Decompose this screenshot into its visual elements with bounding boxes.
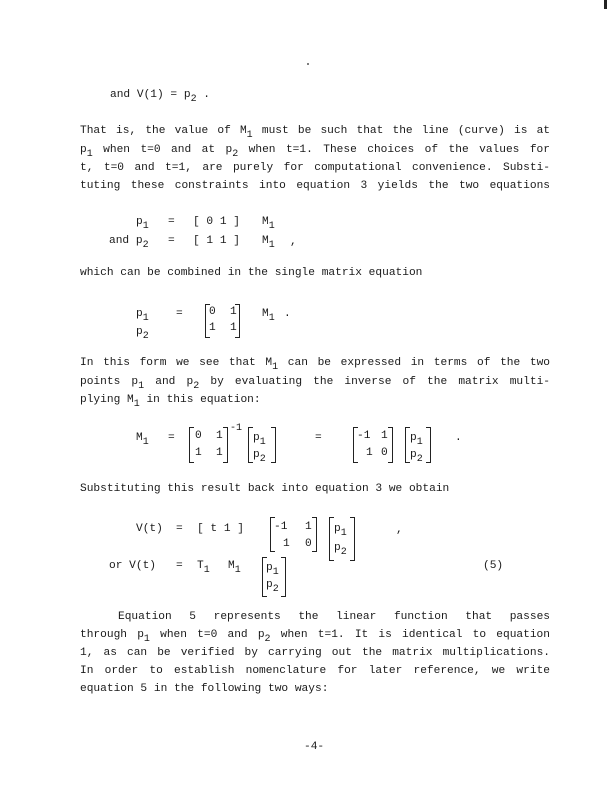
eqD-a11: 0 xyxy=(195,430,202,442)
eqC-m12: 1 xyxy=(230,306,237,318)
eqE-right-bracket1 xyxy=(312,517,317,552)
eqE-vec-p2: $p_2$ xyxy=(334,542,347,558)
eqD-equals2: = xyxy=(315,432,322,444)
para1-line4: tuting these constraints into equation 3 yields the two equations xyxy=(80,180,550,192)
eqA-equals: = xyxy=(168,216,175,228)
eqD-right-bracket3 xyxy=(388,427,393,463)
eqD-left-bracket1 xyxy=(189,427,194,463)
eqD-m1: $M_1$ xyxy=(136,432,149,448)
eqD-right-bracket4 xyxy=(426,427,431,463)
eqB-comma: , xyxy=(290,236,297,248)
scan-edge-mark xyxy=(604,0,607,9)
para3-line4: In order to establish nomenclature for later reference, we write xyxy=(80,665,550,677)
eqA-m1: $M_1$ xyxy=(262,216,275,232)
eqE-vec-p1: $p_1$ xyxy=(334,523,347,539)
eqD-b11: -1 xyxy=(357,430,371,442)
v1-equation: and $V(1) = p_2$ . xyxy=(110,89,211,105)
eqE-c11: -1 xyxy=(274,521,288,533)
eqD-a12: 1 xyxy=(216,430,223,442)
eqC-right-bracket xyxy=(235,304,240,338)
para3-line2: through $p_1$ when t=0 and $p_2$ when t=1. It is identical to equation xyxy=(80,629,550,645)
eqF-vec-p2: $p_2$ xyxy=(266,579,279,595)
eqA-lhs: $p_1$ xyxy=(136,216,149,232)
eqD-vec-p2: $p_2$ xyxy=(253,449,266,465)
eqD-res-p2: $p_2$ xyxy=(410,449,423,465)
eqD-right-bracket1 xyxy=(223,427,228,463)
eqB-lhs: and $p_2$ xyxy=(109,235,149,251)
para3-line1: Equation 5 represents the linear function that passes xyxy=(118,611,550,623)
eqF-equals: = xyxy=(176,560,183,572)
para2-line1: In this form we see that $M_1$ can be expressed in terms of the two xyxy=(80,357,550,373)
eqC-p2: $p_2$ xyxy=(136,326,149,342)
eqE-c21: 1 xyxy=(283,538,290,550)
eqC-m22: 1 xyxy=(230,322,237,334)
eqD-dot: . xyxy=(455,432,462,444)
para3-line3: 1, as can be verified by carrying out the matrix multiplications. xyxy=(80,647,550,659)
eqE-equals: = xyxy=(176,523,183,535)
eqD-b21: 1 xyxy=(366,447,373,459)
eqA-row-vector: [ 0 1 ] xyxy=(193,216,240,228)
combined-line: which can be combined in the single matrix equation xyxy=(80,267,423,279)
eqE-c12: 1 xyxy=(305,521,312,533)
eqC-m21: 1 xyxy=(209,322,216,334)
eqD-equals1: = xyxy=(168,432,175,444)
eqF-vec-p1: $p_1$ xyxy=(266,562,279,578)
eqC-p1: $p_1$ xyxy=(136,308,149,324)
para1-line2: $p_1$ when t=0 and at $p_2$ when t=1. These choices of the values for xyxy=(80,144,550,160)
eqE-right-bracket2 xyxy=(350,517,355,561)
para1-line3: t, t=0 and t=1, are purely for computational convenience. Substi- xyxy=(80,162,550,174)
eqF-m1: $M_1$ xyxy=(228,560,241,576)
eqE-row-vector: [ t 1 ] xyxy=(197,523,244,535)
eqB-m1: $M_1$ xyxy=(262,235,275,251)
eqE-comma: , xyxy=(396,524,403,536)
eqD-b12: 1 xyxy=(381,430,388,442)
page-number: -4- xyxy=(304,741,325,753)
eqF-right-bracket xyxy=(281,557,286,597)
eqD-res-p1: $p_1$ xyxy=(410,432,423,448)
para1-line1: That is, the value of $M_1$ must be such that the line (curve) is at xyxy=(80,125,550,141)
eqB-row-vector: [ 1 1 ] xyxy=(193,235,240,247)
eqE-lhs: V(t) xyxy=(136,523,163,535)
eqC-m1: $M_1$ xyxy=(262,308,275,324)
eqE-c22: 0 xyxy=(305,538,312,550)
eqF-t1: $T_1$ xyxy=(197,560,210,576)
eqD-a21: 1 xyxy=(195,447,202,459)
para2-line2: points $p_1$ and $p_2$ by evaluating the inverse of the matrix multi- xyxy=(80,376,550,392)
eqD-right-bracket2 xyxy=(271,427,276,463)
equation-number: (5) xyxy=(483,560,504,572)
substituting-line: Substituting this result back into equation 3 we obtain xyxy=(80,483,450,495)
eqC-equals: = xyxy=(176,308,183,320)
eqF-lhs: or V(t) xyxy=(109,560,157,572)
eqB-equals: = xyxy=(168,235,175,247)
para3-line5: equation 5 in the following two ways: xyxy=(80,683,329,695)
para2-line3: plying $M_1$ in this equation: xyxy=(80,394,261,410)
eqD-a22: 1 xyxy=(216,447,223,459)
eqD-inverse-sup: -1 xyxy=(230,423,243,434)
eqC-dot: . xyxy=(284,308,291,320)
eqD-vec-p1: $p_1$ xyxy=(253,432,266,448)
scan-speck xyxy=(307,63,309,65)
eqC-m11: 0 xyxy=(209,306,216,318)
eqD-b22: 0 xyxy=(381,447,388,459)
